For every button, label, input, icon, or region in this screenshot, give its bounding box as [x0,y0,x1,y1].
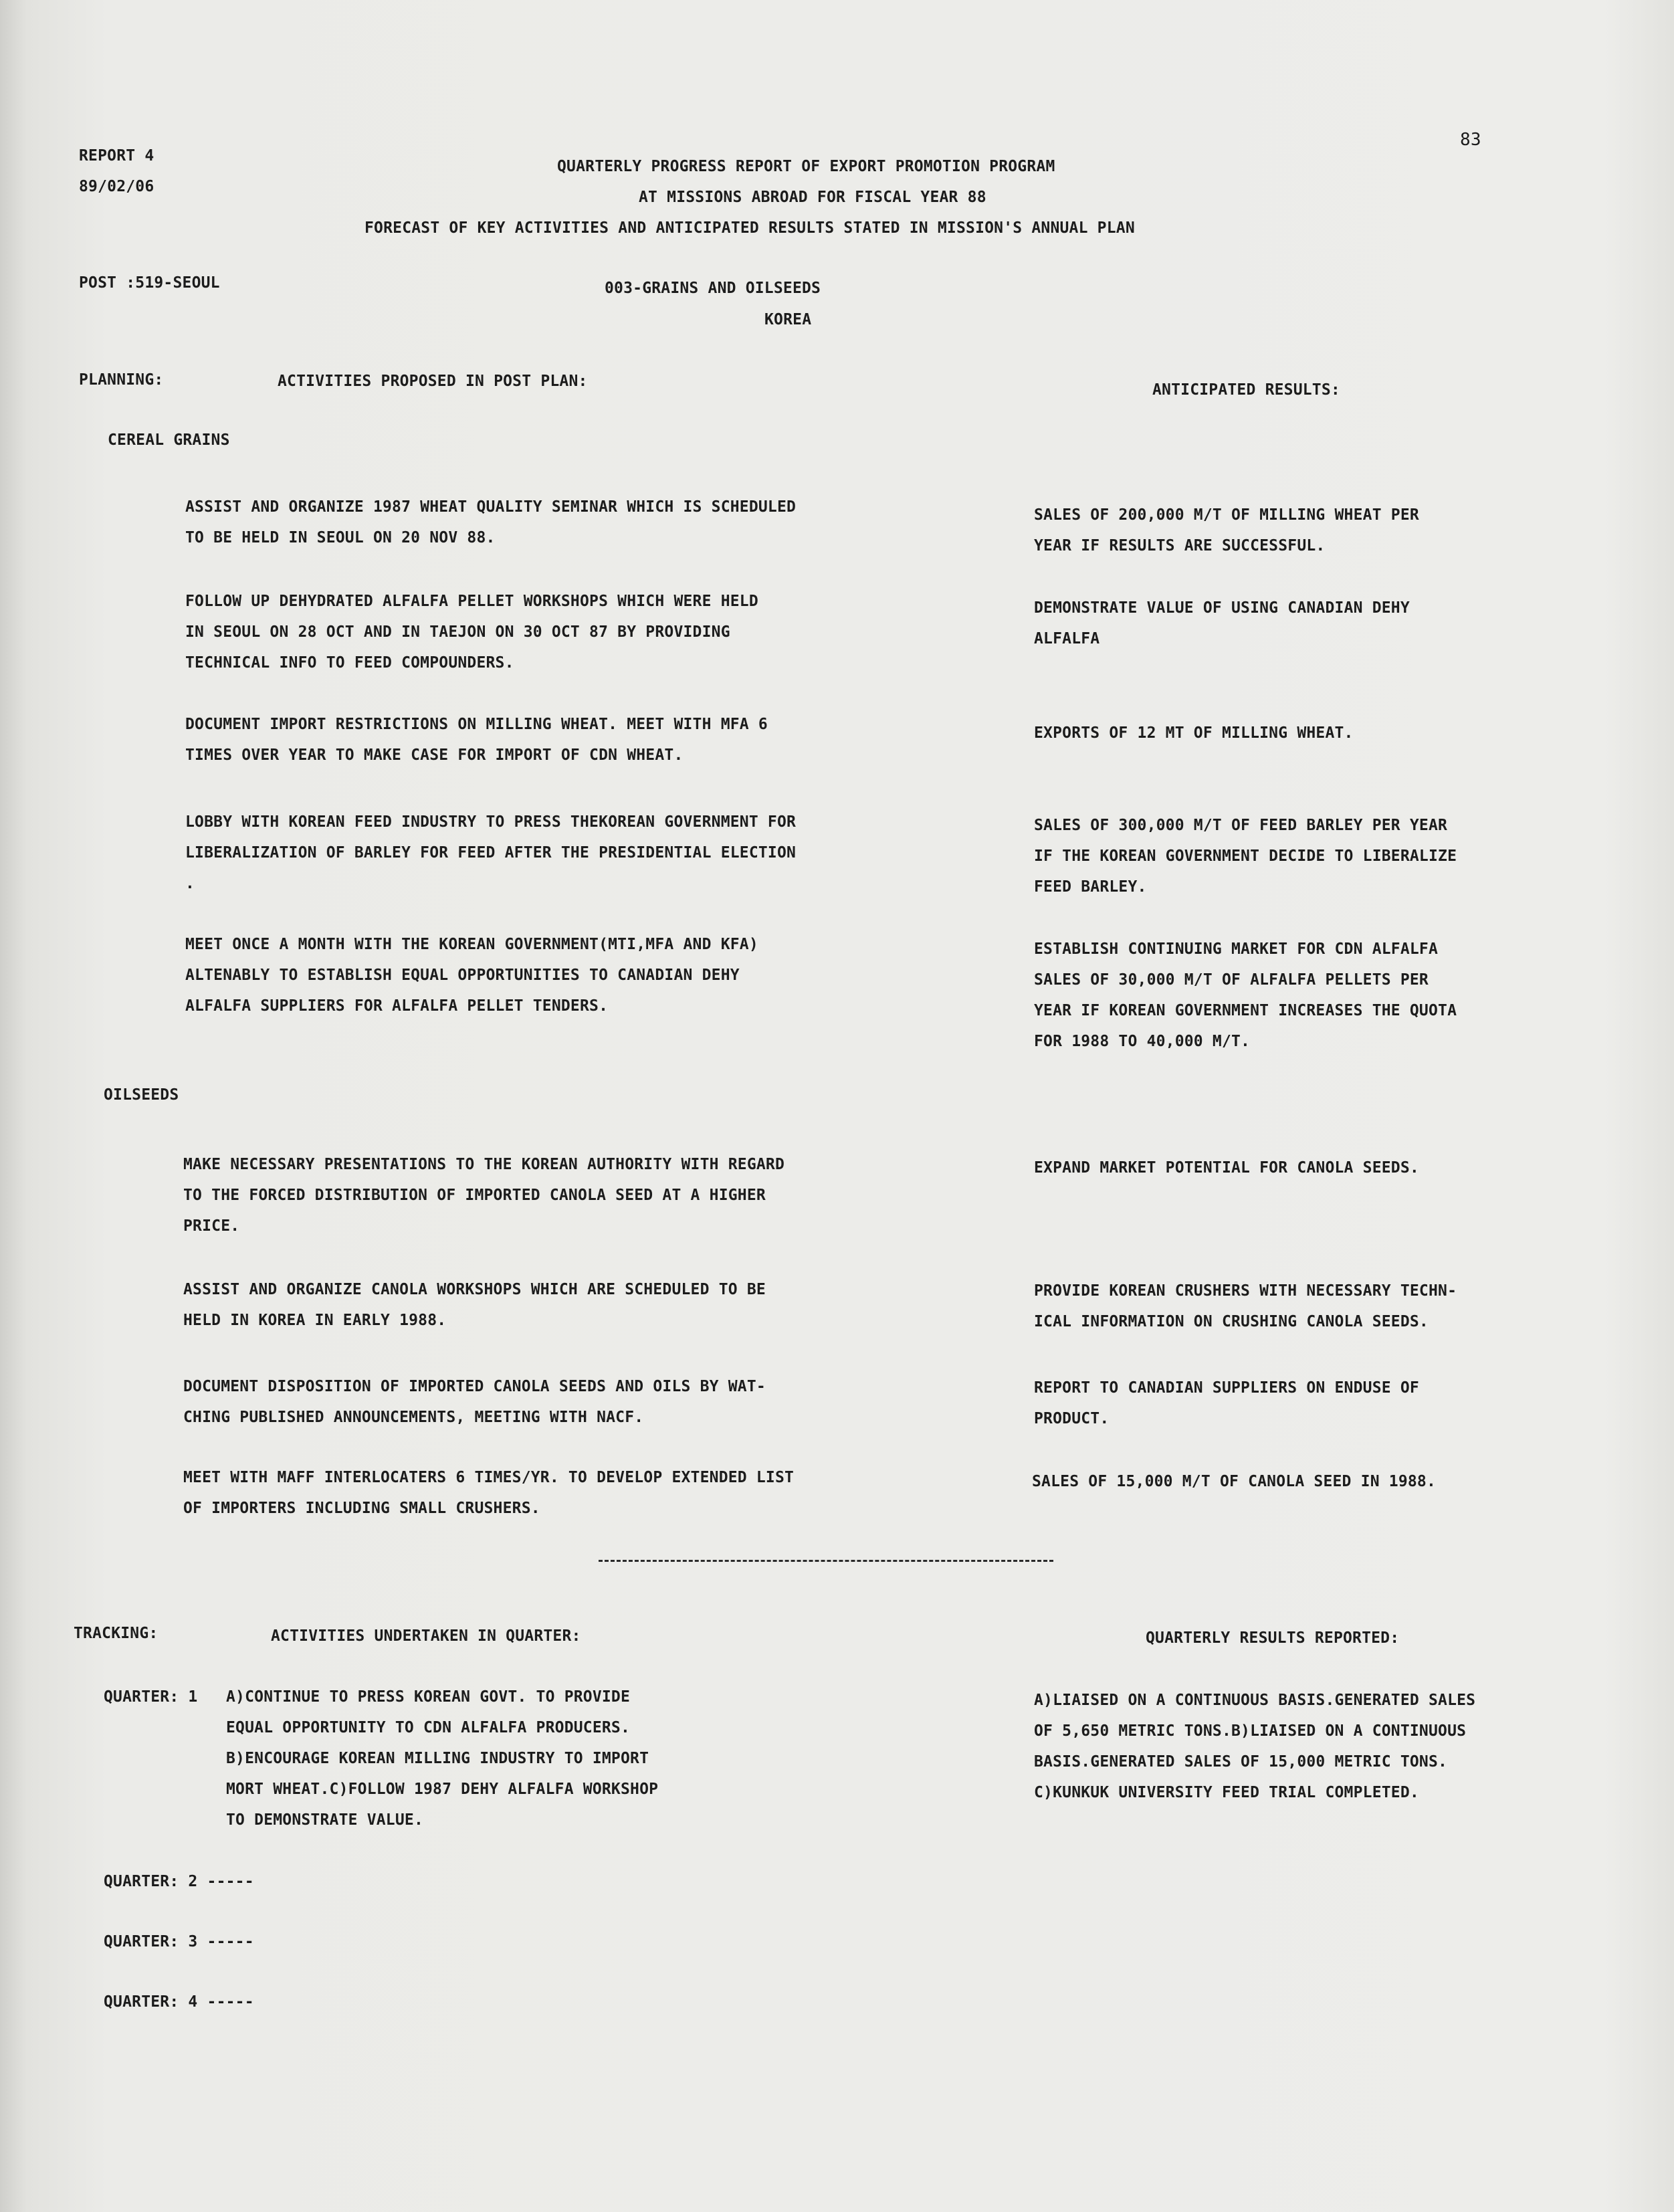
oilseed-activity-1 [183,1149,784,1241]
quarter-1-label: QUARTER: 1 [104,1688,198,1706]
section-title-oilseeds: OILSEEDS [104,1086,179,1104]
activities-proposed-header: ACTIVITIES PROPOSED IN POST PLAN: [278,373,588,390]
text-line: SALES OF 30,000 M/T OF ALFALFA PELLETS PER [1034,971,1429,989]
report-number: REPORT 4 [79,147,154,165]
text-line: FEED BARLEY. [1034,878,1147,896]
cereal-activity-4 [185,807,796,899]
cereal-result-4 [1034,810,1457,902]
quarter-1-activity [226,1682,658,1835]
anticipated-results-header: ANTICIPATED RESULTS: [1152,381,1340,399]
text-line: TO THE FORCED DISTRIBUTION OF IMPORTED CANOLA SEED AT A HIGHER [183,1187,766,1204]
tracking-label: TRACKING: [74,1625,159,1642]
text-line: MAKE NECESSARY PRESENTATIONS TO THE KOREAN AUTHORITY WITH REGARD [183,1156,785,1173]
text-line: CHING PUBLISHED ANNOUNCEMENTS, MEETING WITH NACF. [183,1409,644,1426]
text-line: ASSIST AND ORGANIZE 1987 WHEAT QUALITY SEMINAR WHICH IS SCHEDULED [185,498,797,516]
text-line: PROVIDE KOREAN CRUSHERS WITH NECESSARY TECHN- [1034,1282,1457,1300]
section-title-cereal-grains: CEREAL GRAINS [108,431,230,449]
cereal-activity-5 [185,929,758,1021]
text-line: TO BE HELD IN SEOUL ON 20 NOV 88. [185,529,496,546]
country: KOREA [764,311,812,328]
text-line: TIMES OVER YEAR TO MAKE CASE FOR IMPORT OF CDN WHEAT. [185,746,684,764]
activities-undertaken-header: ACTIVITIES UNDERTAKEN IN QUARTER: [271,1627,581,1645]
cereal-activity-1 [185,492,796,553]
quarter-4-label: QUARTER: 4 ----- [104,1993,254,2011]
cereal-activity-2 [185,586,758,678]
oilseed-result-4 [1032,1466,1436,1497]
text-line: YEAR IF KOREAN GOVERNMENT INCREASES THE QUOTA [1034,1002,1457,1019]
quarter-3-label: QUARTER: 3 ----- [104,1933,254,1950]
oilseed-activity-3 [183,1371,766,1433]
text-line: EXPORTS OF 12 MT OF MILLING WHEAT. [1034,724,1354,742]
oilseed-activity-2 [183,1274,766,1336]
dashed-divider [599,1560,1053,1562]
text-line: EQUAL OPPORTUNITY TO CDN ALFALFA PRODUCERS. [226,1719,631,1736]
text-line: BASIS.GENERATED SALES OF 15,000 METRIC TONS. [1034,1753,1448,1771]
text-line: SALES OF 300,000 M/T OF FEED BARLEY PER YEAR [1034,817,1448,834]
text-line: SALES OF 200,000 M/T OF MILLING WHEAT PER [1034,506,1419,524]
oilseed-result-1 [1034,1152,1419,1183]
cereal-result-2 [1034,593,1410,654]
text-line: FOLLOW UP DEHYDRATED ALFALFA PELLET WORKSHOPS WHICH WERE HELD [185,593,758,610]
text-line: ALFALFA SUPPLIERS FOR ALFALFA PELLET TENDERS. [185,997,609,1015]
text-line: FOR 1988 TO 40,000 M/T. [1034,1033,1251,1050]
cereal-result-5 [1034,934,1457,1057]
post-code: POST :519-SEOUL [79,274,220,292]
cereal-activity-3 [185,709,768,771]
text-line: IN SEOUL ON 28 OCT AND IN TAEJON ON 30 OCT 87 BY PROVIDING [185,623,730,641]
report-date: 89/02/06 [79,178,154,195]
text-line: ESTABLISH CONTINUING MARKET FOR CDN ALFALFA [1034,940,1439,958]
text-line: ASSIST AND ORGANIZE CANOLA WORKSHOPS WHICH ARE SCHEDULED TO BE [183,1281,766,1298]
quarter-2-label: QUARTER: 2 ----- [104,1873,254,1890]
text-line: OF IMPORTERS INCLUDING SMALL CRUSHERS. [183,1500,540,1517]
text-line: TO DEMONSTRATE VALUE. [226,1811,423,1829]
text-line: OF 5,650 METRIC TONS.B)LIAISED ON A CONTINUOUS [1034,1722,1467,1740]
text-line: DOCUMENT DISPOSITION OF IMPORTED CANOLA SEEDS AND OILS BY WAT- [183,1378,766,1395]
report-title-line-1: QUARTERLY PROGRESS REPORT OF EXPORT PROMOTION PROGRAM [557,158,1055,175]
text-line: YEAR IF RESULTS ARE SUCCESSFUL. [1034,537,1326,555]
text-line: LOBBY WITH KOREAN FEED INDUSTRY TO PRESS THEKOREAN GOVERNMENT FOR [185,813,797,831]
cereal-result-1 [1034,500,1419,561]
text-line: REPORT TO CANADIAN SUPPLIERS ON ENDUSE OF [1034,1379,1419,1397]
report-title-line-2: AT MISSIONS ABROAD FOR FISCAL YEAR 88 [639,189,986,206]
text-line: ALTENABLY TO ESTABLISH EQUAL OPPORTUNITIES TO CANADIAN DEHY [185,967,740,984]
text-line: MORT WHEAT.C)FOLLOW 1987 DEHY ALFALFA WORKSHOP [226,1781,659,1798]
text-line: DEMONSTRATE VALUE OF USING CANADIAN DEHY [1034,599,1410,617]
cereal-result-3 [1034,718,1354,748]
text-line: C)KUNKUK UNIVERSITY FEED TRIAL COMPLETED. [1034,1784,1419,1801]
quarterly-results-header: QUARTERLY RESULTS REPORTED: [1146,1629,1400,1647]
text-line: HELD IN KOREA IN EARLY 1988. [183,1312,447,1329]
text-line: TECHNICAL INFO TO FEED COMPOUNDERS. [185,654,514,672]
oilseed-result-2 [1034,1276,1457,1337]
text-line: LIBERALIZATION OF BARLEY FOR FEED AFTER THE PRESIDENTIAL ELECTION [185,844,797,862]
text-line: SALES OF 15,000 M/T OF CANOLA SEED IN 1988. [1032,1473,1437,1490]
text-line: ICAL INFORMATION ON CRUSHING CANOLA SEEDS. [1034,1313,1429,1330]
oilseed-result-3 [1034,1373,1419,1434]
text-line: A)CONTINUE TO PRESS KOREAN GOVT. TO PROVIDE [226,1688,631,1706]
oilseed-activity-4 [183,1462,794,1524]
text-line: MEET ONCE A MONTH WITH THE KOREAN GOVERNMENT(MTI,MFA AND KFA) [185,936,758,953]
text-line: IF THE KOREAN GOVERNMENT DECIDE TO LIBERALIZE [1034,847,1457,865]
text-line: . [185,875,195,892]
text-line: PRODUCT. [1034,1410,1110,1427]
text-line: DOCUMENT IMPORT RESTRICTIONS ON MILLING WHEAT. MEET WITH MFA 6 [185,716,768,733]
planning-label: PLANNING: [79,371,164,389]
text-line: B)ENCOURAGE KOREAN MILLING INDUSTRY TO IMPORT [226,1750,649,1767]
page-number: 83 [1460,130,1481,150]
text-line: PRICE. [183,1217,240,1235]
text-line: MEET WITH MAFF INTERLOCATERS 6 TIMES/YR. TO DEVELOP EXTENDED LIST [183,1469,795,1486]
quarter-1-results [1034,1685,1475,1808]
text-line: ALFALFA [1034,630,1100,647]
sector-title: 003-GRAINS AND OILSEEDS [605,280,821,297]
report-title-line-3: FORECAST OF KEY ACTIVITIES AND ANTICIPATED RESULTS STATED IN MISSION'S ANNUAL PLAN [364,219,1135,237]
text-line: EXPAND MARKET POTENTIAL FOR CANOLA SEEDS. [1034,1159,1419,1177]
text-line: A)LIAISED ON A CONTINUOUS BASIS.GENERATED SALES [1034,1692,1476,1709]
